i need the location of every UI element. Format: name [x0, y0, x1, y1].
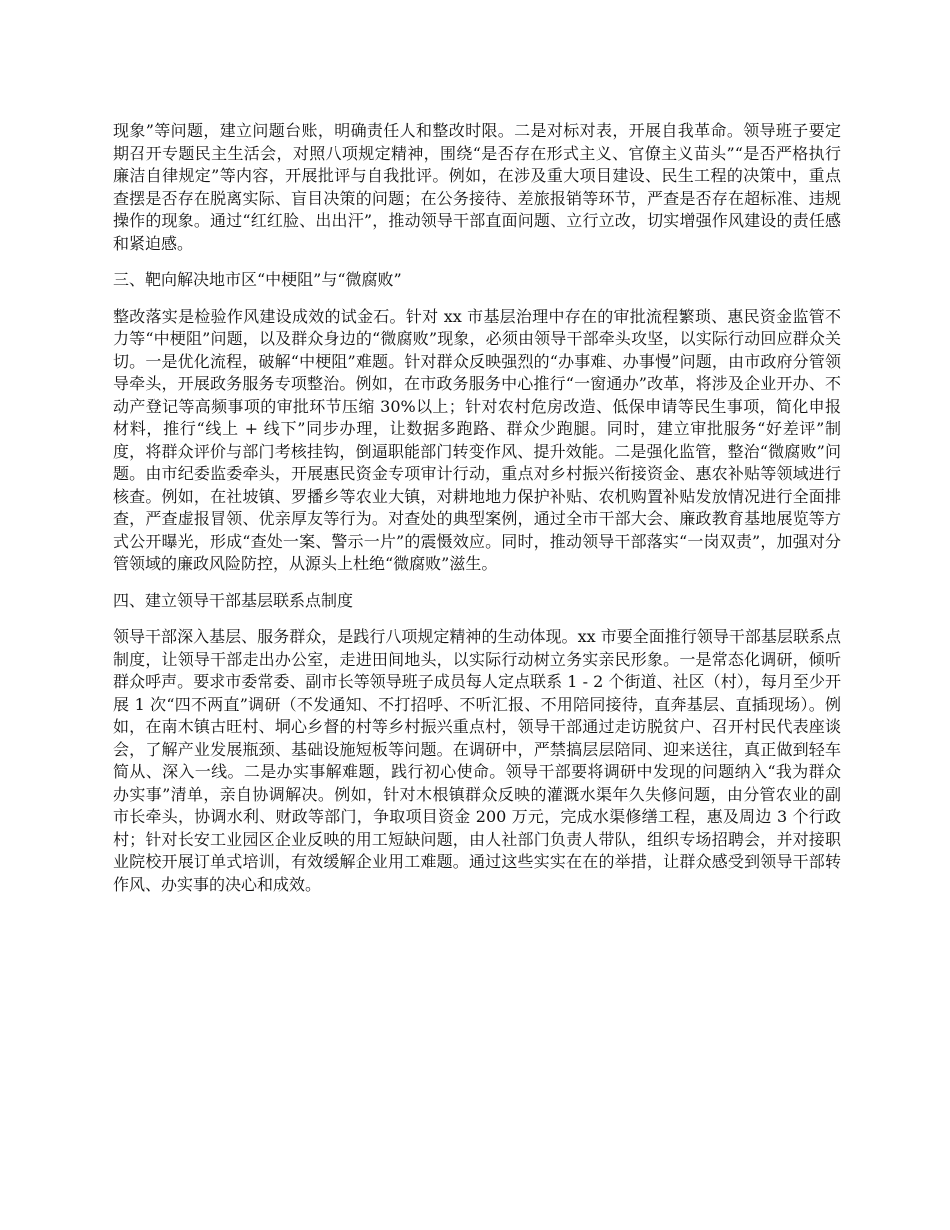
paragraph-self-revolution: 现象”等问题，建立问题台账，明确责任人和整改时限。二是对标对表，开展自我革命。领导班子要定期召开专题民主生活会，对照八项规定精神，围绕“是否存在形式主义、官僚主义苗头”“是否严格执行廉洁自律规定”等内容，开展批评与自我批评。例如，在涉及重大项目建设、民生工程的决策中，重点查摆是否存在脱离实际、盲目决策的问题；在公务接待、差旅报销等环节，严查是否存在超标准、违规操作的现象。通过“红红脸、出出汗”，推动领导干部直面问题、立行立改，切实增强作风建设的责任感和紧迫感。 — [113, 121, 841, 253]
document-page — [113, 120, 841, 910]
section-heading-3: 三、靶向解决地市区“中梗阻”与“微腐败” — [113, 270, 402, 289]
paragraph-rectification: 整改落实是检验作风建设成效的试金石。针对 xx 市基层治理中存在的审批流程繁琐、惠民资金监管不力等“中梗阻”问题，以及群众身边的“微腐败”现象，必须由领导干部牵头攻坚，以实际行动回应群众关切。一是优化流程，破解“中梗阻”难题。针对群众反映强烈的“办事难、办事慢”问题，由市政府分管领导牵头，开展政务服务专项整治。例如，在市政务服务中心推行“一窗通办”改革，将涉及企业开办、不动产登记等高频事项的审批环节压缩 30%以上；针对农村危房改造、低保申请等民生事项，简化申报材料，推行“线上 + 线下”同步办理，让数据多跑路、群众少跑腿。同时，建立审批服务“好差评”制度，将群众评价与部门考核挂钩，倒逼职能部门转变作风、提升效能。二是强化监管，整治“微腐败”问题。由市纪委监委牵头，开展惠民资金专项审计行动，重点对乡村振兴衔接资金、惠农补贴等领域进行核查。例如，在社坡镇、罗播乡等农业大镇，对耕地地力保护补贴、农机购置补贴发放情况进行全面排查，严查虚报冒领、优亲厚友等行为。对查处的典型案例，通过全市干部大会、廉政教育基地展览等方式公开曝光，形成“查处一案、警示一片”的震慑效应。同时，推动领导干部落实“一岗双责”，加强对分管领域的廉政风险防控，从源头上杜绝“微腐败”滋生。 — [113, 306, 841, 573]
section-heading-4: 四、建立领导干部基层联系点制度 — [113, 590, 354, 610]
paragraph-grassroots-contact: 领导干部深入基层、服务群众，是践行八项规定精神的生动体现。xx 市要全面推行领导干部基层联系点制度，让领导干部走出办公室，走进田间地头，以实际行动树立务实亲民形象。一是常态化调研，倾听群众呼声。要求市委常委、副市长等领导班子成员每人定点联系 1 - 2 个街道、社区（村），每月至少开展 1 次“四不两直”调研（不发通知、不打招呼、不听汇报、不用陪同接待，直奔基层、直插现场）。例如，在南木镇古旺村、垌心乡督的村等乡村振兴重点村，领导干部通过走访脱贫户、召开村民代表座谈会，了解产业发展瓶颈、基础设施短板等问题。在调研中，严禁搞层层陪同、迎来送往，真正做到轻车简从、深入一线。二是办实事解难题，践行初心使命。领导干部要将调研中发现的问题纳入“我为群众办实事”清单，亲自协调解决。例如，针对木根镇群众反映的灌溉水渠年久失修问题，由分管农业的副市长牵头，协调水利、财政等部门，争取项目资金 200 万元，完成水渠修缮工程，惠及周边 3 个行政村；针对长安工业园区企业反映的用工短缺问题，由人社部门负责人带队，组织专场招聘会，并对接职业院校开展订单式培训，有效缓解企业用工难题。通过这些实实在在的举措，让群众感受到领导干部转作风、办实事的决心和成效。 — [113, 627, 841, 894]
